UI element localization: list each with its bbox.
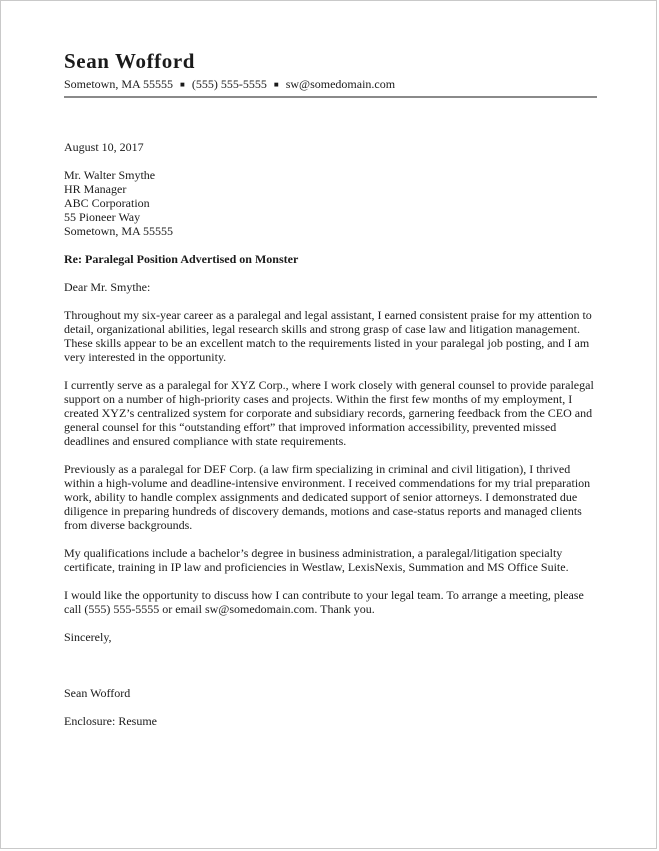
letter-date: August 10, 2017 [64,140,144,154]
body-paragraph: Previously as a paralegal for DEF Corp. (a law firm specializing in criminal and civil litigation), I thrived within a high-volume and deadline-intensive environment. I received commendations for my trial preparation work, ability to handle complex assignments and dedicated support of senior attorneys. I demonstrated due diligence in preparing hundreds of discovery demands, motions and case-status reports and managed clients from diverse backgrounds. [64,462,591,532]
sender-name: Sean Wofford [64,49,196,73]
sender-email: sw@somedomain.com [285,77,396,91]
recipient-city: Sometown, MA 55555 [64,224,174,238]
subject-line: Re: Paralegal Position Advertised on Monster [64,252,299,266]
salutation: Dear Mr. Smythe: [64,280,151,294]
letterhead [64,48,597,93]
body-paragraph: I would like the opportunity to discuss how I can contribute to your legal team. To arrange a meeting, please call (555) 555-5555 or email sw@somedomain.com. Thank you. [64,588,584,616]
recipient-title: HR Manager [64,182,127,196]
header-divider [64,96,597,98]
contact-line [64,77,597,93]
letter-body [64,140,594,728]
separator-icon: ■ [273,80,279,89]
recipient-name: Mr. Walter Smythe [64,168,156,182]
enclosure-note: Enclosure: Resume [64,714,157,728]
recipient-company: ABC Corporation [64,196,150,210]
body-paragraph: I currently serve as a paralegal for XYZ Corp., where I work closely with general counsel to provide paralegal support on a number of high-priority cases and projects. Within the first few months of my employment, I created XYZ’s centralized system for corporate and subsidiary records, garnering feedback from the CEO and general counsel for this “outstanding effort” that improved information accessibility, prevented missed deadlines and ensured compliance with state requirements. [64,378,594,448]
sender-phone: (555) 555-5555 [191,77,267,91]
recipient-block [64,168,594,238]
body-paragraph: Throughout my six-year career as a paralegal and legal assistant, I earned consistent praise for my attention to detail, organizational abilities, legal research skills and strong grasp of case law and litigation management. These skills appear to be an excellent match to the requirements listed in your paralegal job posting, and I am very interested in the opportunity. [64,308,592,364]
sender-city: Sometown, MA 55555 [64,77,174,91]
recipient-street: 55 Pioneer Way [64,210,141,224]
separator-icon: ■ [180,80,185,89]
body-paragraph: My qualifications include a bachelor’s degree in business administration, a paralegal/litigation specialty certificate, training in IP law and proficiencies in Westlaw, LexisNexis, Summation and MS Office Suite. [64,546,569,574]
signature-name: Sean Wofford [64,686,131,700]
closing: Sincerely, [64,630,112,644]
